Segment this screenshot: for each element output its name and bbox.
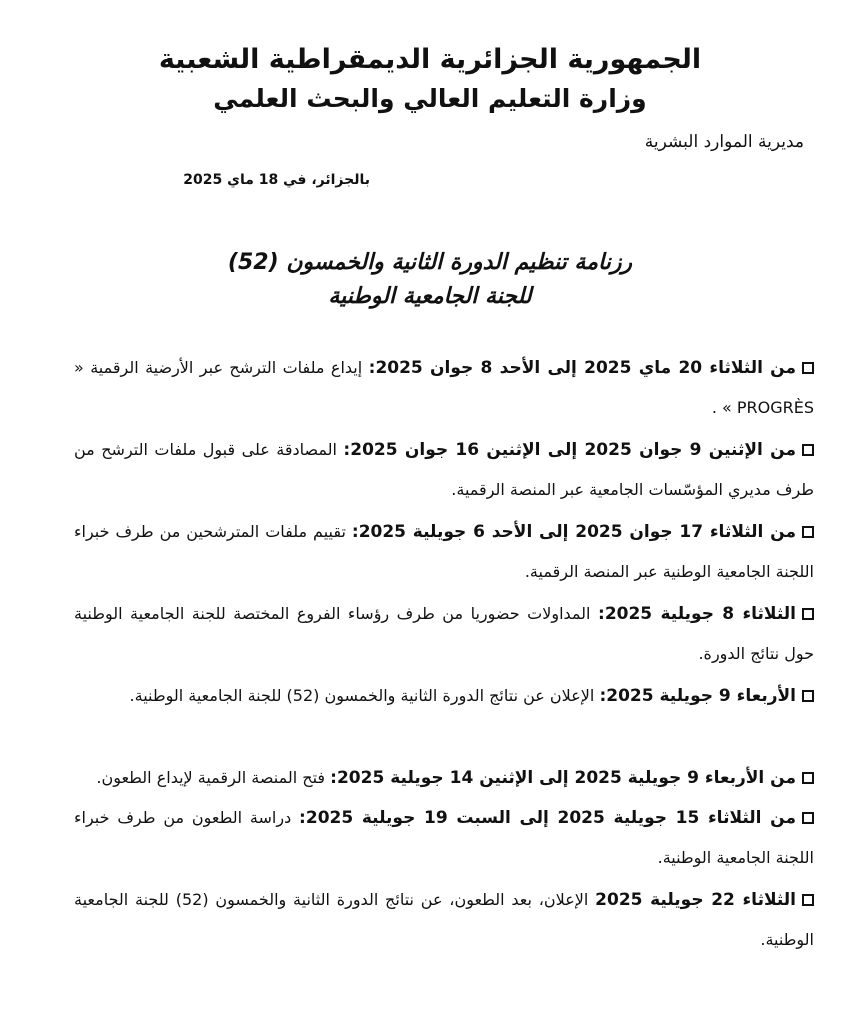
checkbox-square-icon bbox=[802, 608, 814, 620]
schedule-item-text: الإعلان، بعد الطعون، عن نتائج الدورة الثانية والخمسون (52) للجنة الجامعية الوطنية. bbox=[74, 890, 814, 949]
schedule-item-date: الأربعاء 9 جويلية 2025: bbox=[599, 686, 796, 706]
schedule-item-text: المصادقة على قبول ملفات الترشح من طرف مديري المؤسّسات الجامعية عبر المنصة الرقمية. bbox=[74, 440, 814, 499]
checkbox-square-icon bbox=[802, 526, 814, 538]
schedule-item-date: من الثلاثاء 17 جوان 2025 إلى الأحد 6 جويلية 2025: bbox=[351, 522, 796, 542]
checkbox-square-icon bbox=[802, 894, 814, 906]
schedule-item-date: من الأربعاء 9 جويلية 2025 إلى الإثنين 14 جويلية 2025: bbox=[330, 768, 796, 788]
schedule-item-date: من الإثنين 9 جوان 2025 إلى الإثنين 16 جوان 2025: bbox=[343, 440, 796, 460]
checkbox-square-icon bbox=[802, 812, 814, 824]
schedule-item-text: المداولات حضوريا من طرف رؤساء الفروع المختصة للجنة الجامعية الوطنية حول نتائج الدورة. bbox=[74, 604, 814, 663]
place-date: بالجزائر، في 18 ماي 2025 bbox=[183, 172, 370, 188]
schedule-item bbox=[74, 348, 814, 428]
checkbox-square-icon bbox=[802, 772, 814, 784]
schedule-item-date: من الثلاثاء 15 جويلية 2025 إلى السبت 19 جويلية 2025: bbox=[299, 808, 796, 828]
document-title: رزنامة تنظيم الدورة الثانية والخمسون (52) bbox=[227, 250, 633, 275]
schedule-item-date: الثلاثاء 22 جويلية 2025 bbox=[595, 890, 797, 910]
schedule-item bbox=[74, 430, 814, 510]
direction-label: مديرية الموارد البشرية bbox=[644, 132, 804, 152]
schedule-item bbox=[74, 880, 814, 960]
checkbox-square-icon bbox=[802, 690, 814, 702]
ministry-header: وزارة التعليم العالي والبحث العلمي bbox=[213, 84, 647, 113]
schedule-item-text: إيداع ملفات الترشح عبر الأرضية الرقمية « PROGRÈS » . bbox=[74, 358, 814, 417]
schedule-item bbox=[74, 594, 814, 674]
schedule-item-text: الإعلان عن نتائج الدورة الثانية والخمسون (52) للجنة الجامعية الوطنية. bbox=[129, 686, 595, 705]
schedule-item-date: الثلاثاء 8 جويلية 2025: bbox=[598, 604, 796, 624]
republic-header: الجمهورية الجزائرية الديمقراطية الشعبية bbox=[158, 44, 702, 75]
checkbox-square-icon bbox=[802, 362, 814, 374]
schedule-item bbox=[74, 676, 814, 716]
schedule-item-text: فتح المنصة الرقمية لإيداع الطعون. bbox=[96, 768, 326, 787]
checkbox-square-icon bbox=[802, 444, 814, 456]
schedule-item bbox=[74, 758, 814, 798]
schedule-item bbox=[74, 798, 814, 878]
schedule-item-text: دراسة الطعون من طرف خبراء اللجنة الجامعية الوطنية. bbox=[74, 808, 814, 867]
schedule-item-date: من الثلاثاء 20 ماي 2025 إلى الأحد 8 جوان 2025: bbox=[368, 358, 796, 378]
document-subtitle: للجنة الجامعية الوطنية bbox=[328, 284, 532, 309]
schedule-item bbox=[74, 512, 814, 592]
schedule-item-text: تقييم ملفات المترشحين من طرف خبراء اللجنة الجامعية الوطنية عبر المنصة الرقمية. bbox=[74, 522, 814, 581]
